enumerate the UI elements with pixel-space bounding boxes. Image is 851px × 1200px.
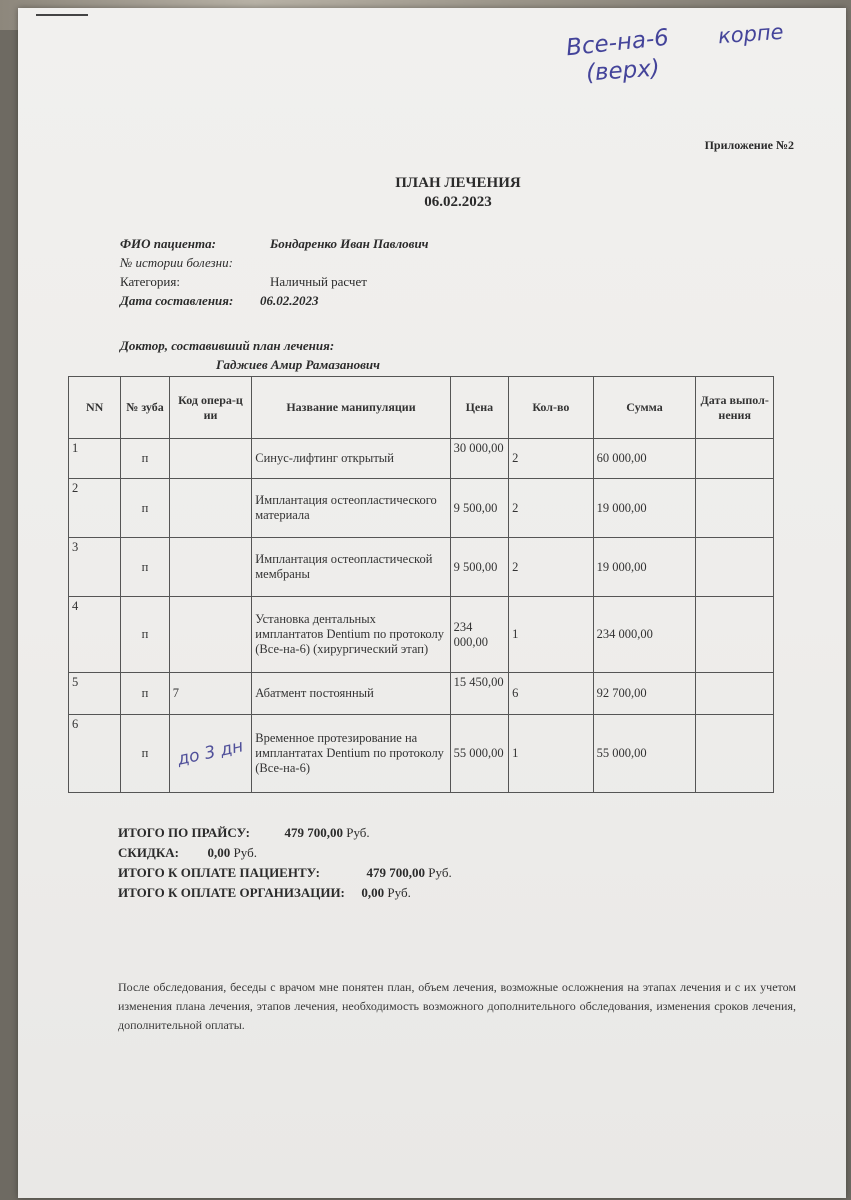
cell-nn: 4 <box>69 597 121 673</box>
total-patient-value: 479 700,00 <box>366 865 426 880</box>
handwritten-note: (верх) <box>585 55 661 87</box>
cell-tooth: п <box>121 673 169 715</box>
cell-sum: 19 000,00 <box>593 479 696 538</box>
patient-category-value: Наличный расчет <box>270 274 367 289</box>
cell-nn: 3 <box>69 538 121 597</box>
consent-text: После обследования, беседы с врачом мне понятен план, объем лечения, возможные осложнения на этапах лечения и с их учетом изменения плана лечения, этапов лечения, необходимость возможного дополнительного обследования, изменения сроков лечения, дополнительной оплаты. <box>118 980 796 1032</box>
doctor-name: Гаджиев Амир Рамазанович <box>216 357 380 372</box>
total-price-value: 479 700,00 <box>284 825 343 840</box>
handwritten-code: до 3 дн <box>175 736 246 770</box>
total-org-label: ИТОГО К ОПЛАТЕ ОРГАНИЗАЦИИ: <box>118 885 345 900</box>
total-patient-row <box>118 863 452 883</box>
cell-date <box>696 538 774 597</box>
cell-code <box>169 538 252 597</box>
cell-qty: 2 <box>509 439 594 479</box>
header-nn: NN <box>69 377 121 439</box>
cell-price: 15 450,00 <box>450 673 508 715</box>
total-org-value: 0,00 <box>361 885 385 900</box>
appendix-label: Приложение №2 <box>704 138 794 152</box>
currency: Руб. <box>346 825 370 840</box>
cell-price: 30 000,00 <box>450 439 508 479</box>
cell-price: 234 000,00 <box>450 597 508 673</box>
cell-name: Имплантация остеопластической мембраны <box>252 538 450 597</box>
cell-name: Абатмент постоянный <box>252 673 450 715</box>
cell-price: 55 000,00 <box>450 715 508 793</box>
doctor-label: Доктор, составивший план лечения: <box>120 338 335 353</box>
header-date: Дата выпол-нения <box>696 377 774 439</box>
patient-history-label: № истории болезни: <box>120 255 233 270</box>
cell-name: Синус-лифтинг открытый <box>252 439 450 479</box>
cell-sum: 234 000,00 <box>593 597 696 673</box>
table-row <box>69 597 774 673</box>
plan-date-label: Дата составления: <box>120 293 234 308</box>
cell-qty: 1 <box>509 597 594 673</box>
cell-code <box>169 597 252 673</box>
cell-date <box>696 715 774 793</box>
document-page <box>18 8 846 1198</box>
handwritten-note: корпе <box>717 19 785 49</box>
total-patient-label: ИТОГО К ОПЛАТЕ ПАЦИЕНТУ: <box>118 865 321 880</box>
plan-date-row <box>120 291 429 310</box>
cell-qty: 2 <box>509 538 594 597</box>
cell-price: 9 500,00 <box>450 479 508 538</box>
patient-history-row <box>120 253 429 272</box>
document-date: 06.02.2023 <box>424 194 492 210</box>
header-name: Название манипуляции <box>252 377 450 439</box>
cell-code <box>169 479 252 538</box>
document-title: ПЛАН ЛЕЧЕНИЯ <box>395 175 521 191</box>
patient-fio-label: ФИО пациента: <box>120 236 216 251</box>
cell-qty: 6 <box>509 673 594 715</box>
cell-tooth: п <box>121 715 169 793</box>
currency: Руб. <box>428 865 452 880</box>
cell-qty: 1 <box>509 715 594 793</box>
cell-date <box>696 673 774 715</box>
discount-label: СКИДКА: <box>118 845 180 860</box>
cell-date <box>696 597 774 673</box>
cell-nn: 1 <box>69 439 121 479</box>
cell-sum: 92 700,00 <box>593 673 696 715</box>
table-row <box>69 439 774 479</box>
cell-name: Имплантация остеопластического материала <box>252 479 450 538</box>
cell-tooth: п <box>121 479 169 538</box>
handwritten-note: Все-на-6 <box>564 24 671 62</box>
cell-code <box>169 439 252 479</box>
total-price-row <box>118 823 452 843</box>
cell-tooth: п <box>121 597 169 673</box>
header-tooth: № зуба <box>121 377 169 439</box>
cell-price: 9 500,00 <box>450 538 508 597</box>
cell-sum: 19 000,00 <box>593 538 696 597</box>
currency: Руб. <box>233 845 257 860</box>
plan-date-value: 06.02.2023 <box>260 293 319 308</box>
cell-name: Установка дентальных имплантатов Dentium по протоколу (Все-на-6) (хирургический этап) <box>252 597 450 673</box>
table-row <box>69 479 774 538</box>
cell-date <box>696 479 774 538</box>
currency: Руб. <box>387 885 411 900</box>
total-org-row <box>118 883 452 903</box>
totals-block <box>118 823 452 903</box>
patient-fio-row <box>120 234 429 253</box>
cell-code <box>169 715 252 793</box>
patient-fio-value: Бондаренко Иван Павлович <box>270 236 429 251</box>
table-row <box>69 538 774 597</box>
pen-stroke <box>36 14 88 16</box>
cell-nn: 5 <box>69 673 121 715</box>
header-sum: Сумма <box>593 377 696 439</box>
cell-sum: 55 000,00 <box>593 715 696 793</box>
cell-nn: 2 <box>69 479 121 538</box>
header-code: Код опера-ц ии <box>169 377 252 439</box>
cell-qty: 2 <box>509 479 594 538</box>
header-price: Цена <box>450 377 508 439</box>
table-row <box>69 715 774 793</box>
cell-code: 7 <box>169 673 252 715</box>
discount-value: 0,00 <box>207 845 231 860</box>
cell-sum: 60 000,00 <box>593 439 696 479</box>
patient-category-label: Категория: <box>120 274 180 289</box>
doctor-block <box>120 336 380 374</box>
patient-info <box>120 234 429 310</box>
treatment-plan-table <box>68 376 774 793</box>
cell-tooth: п <box>121 439 169 479</box>
patient-category-row <box>120 272 429 291</box>
cell-date <box>696 439 774 479</box>
total-price-label: ИТОГО ПО ПРАЙСУ: <box>118 825 250 840</box>
discount-row <box>118 843 452 863</box>
cell-nn: 6 <box>69 715 121 793</box>
table-header-row <box>69 377 774 439</box>
header-qty: Кол-во <box>509 377 594 439</box>
table-row <box>69 673 774 715</box>
cell-tooth: п <box>121 538 169 597</box>
document-title-block <box>18 174 846 212</box>
cell-name: Временное протезирование на имплантатах Dentium по протоколу (Все-на-6) <box>252 715 450 793</box>
